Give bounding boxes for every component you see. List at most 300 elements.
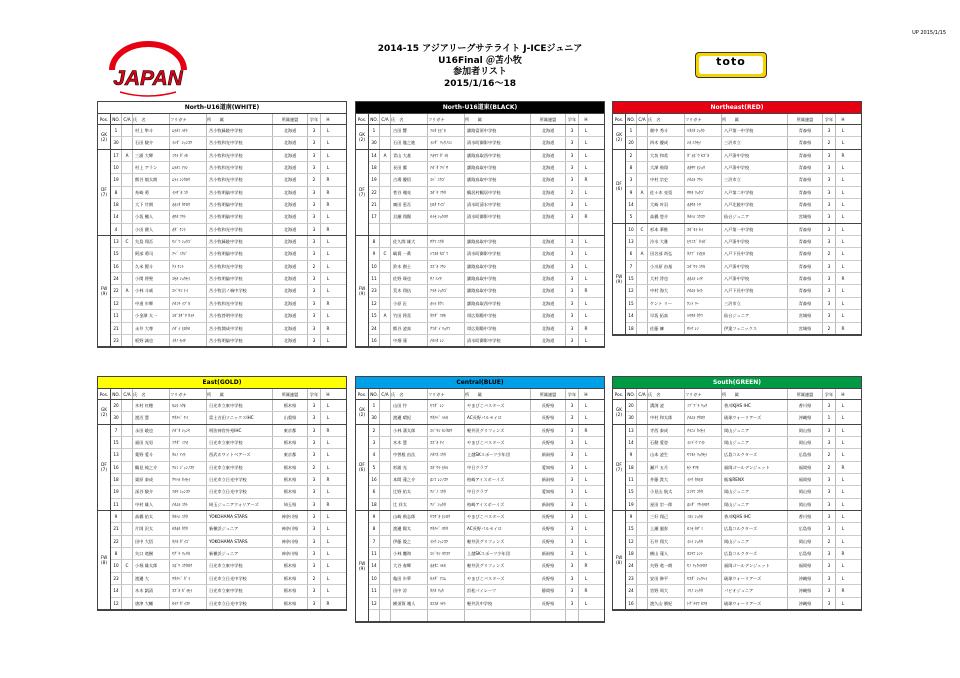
- cell-grade: 3: [308, 400, 321, 411]
- header-furigana: フリガナ: [428, 389, 465, 399]
- cell-grade: 3: [308, 310, 321, 321]
- cell-team: 岡山ジュニア: [722, 437, 788, 448]
- player-row: [369, 150, 604, 162]
- player-row: [111, 474, 346, 486]
- player-row: [111, 310, 346, 322]
- cell-pref: [531, 224, 566, 235]
- cell-furigana: ｸﾒ ｹﾝﾄ: [170, 261, 207, 272]
- cell-no: 15: [111, 437, 122, 448]
- cell-hand: R: [584, 427, 588, 433]
- cell-team: YOKOHAMA STARS: [207, 511, 273, 522]
- cell-name: 小堀 雄太郎: [133, 560, 170, 571]
- cell-furigana: ｻﾉ ｴｲﾔ: [428, 273, 465, 284]
- cell-ca: [637, 125, 648, 136]
- player-row: [111, 486, 346, 498]
- cell-name: 鈴木 創士: [391, 261, 428, 272]
- cell-hand: L: [326, 415, 330, 421]
- position-group: FW (9): [613, 224, 625, 335]
- cell-name: 石動 愛登: [648, 437, 685, 448]
- cell-pref: 東京都: [273, 449, 308, 460]
- cell-furigana: ﾐﾖｼ ｼｮｳｷ: [685, 511, 722, 522]
- cell-no: 22: [111, 285, 122, 296]
- title-line-4: 2015/1/16～18: [444, 78, 516, 89]
- cell-ca: [122, 137, 133, 148]
- cell-team: 八戸北陵中学校: [722, 199, 788, 210]
- cell-grade: 3: [308, 162, 321, 173]
- player-row: [626, 585, 861, 597]
- cell-hand: L: [841, 313, 845, 319]
- header-name: 氏 名: [648, 389, 685, 399]
- cell-furigana: ｲﾀﾉ ｾｲﾔ: [170, 335, 207, 346]
- cell-team: 苫小牧沼ノ端中学校: [207, 285, 273, 296]
- cell-grade: 3: [308, 486, 321, 497]
- cell-grade: 3: [823, 486, 836, 497]
- position-group: DF (6): [356, 425, 368, 511]
- header-grade: 学年: [308, 114, 321, 124]
- cell-pref: 栃木県: [273, 437, 308, 448]
- cell-no: 30: [626, 412, 637, 423]
- cell-ca: [122, 598, 133, 609]
- header-furigana: フリガナ: [428, 114, 465, 124]
- cell-pref: 北海道: [531, 174, 566, 185]
- cell-ca: [380, 523, 391, 534]
- cell-ca: [637, 236, 648, 247]
- cell-no: 2: [626, 150, 637, 161]
- player-row: [626, 412, 861, 424]
- player-row: [626, 310, 861, 322]
- cell-furigana: ﾔｸﾞﾁ ﾘｭｳｷ: [170, 548, 207, 559]
- cell-furigana: ﾅｶﾐﾁ ｲﾌﾞｷ: [170, 298, 207, 309]
- cell-furigana: ﾌｸﾀﾞ ﾐﾂｵ: [170, 437, 207, 448]
- cell-name: 嶋貫 一眞: [391, 248, 428, 259]
- cell-furigana: ﾜﾀﾅﾍﾞ ｹｲ: [170, 412, 207, 423]
- header-furigana: フリガナ: [685, 114, 722, 124]
- cell-furigana: ﾀﾅｶ ﾀﾞｲｺﾞ: [170, 536, 207, 547]
- position-group: GK (2): [356, 125, 368, 150]
- cell-no: [369, 610, 380, 621]
- cell-hand: R: [584, 288, 588, 294]
- cell-no: 14: [111, 211, 122, 222]
- position-group: DF (7): [613, 425, 625, 511]
- cell-team: 琉球ウォーリアーズ: [722, 573, 788, 584]
- cell-name: 上瀬 風弥: [648, 523, 685, 534]
- player-row: [369, 573, 604, 585]
- header-ca: C/A: [380, 114, 391, 124]
- cell-name: 佐々木 亮悟: [648, 187, 685, 198]
- cell-no: 30: [369, 412, 380, 423]
- cell-no: 9: [369, 248, 380, 259]
- cell-ca: [122, 437, 133, 448]
- cell-grade: 3: [566, 199, 579, 210]
- cell-furigana: ﾔﾏﾓﾄ ﾘｮｳｾｲ: [685, 449, 722, 460]
- cell-no: 22: [369, 187, 380, 198]
- cell-hand: L: [584, 514, 588, 520]
- player-row: [369, 125, 604, 137]
- header-team: 所 属: [465, 389, 531, 399]
- cell-pref: 北海道: [273, 137, 308, 148]
- cell-furigana: ﾑﾗｶﾐ ﾊﾔﾄ: [170, 125, 207, 136]
- cell-team: 日光市立東中学校: [207, 462, 273, 473]
- title-line-2: U16Final ＠苫小牧: [438, 55, 522, 66]
- cell-grade: 3: [566, 486, 579, 497]
- cell-pref: 長野県: [531, 523, 566, 534]
- cell-no: 9: [369, 511, 380, 522]
- cell-ca: [122, 486, 133, 497]
- cell-no: 13: [626, 236, 637, 247]
- header-name: 氏 名: [391, 114, 428, 124]
- cell-name: 中村 和太郎: [648, 412, 685, 423]
- cell-hand: L: [584, 551, 588, 557]
- player-row: [369, 162, 604, 174]
- cell-hand: R: [326, 477, 330, 483]
- cell-hand: L: [841, 177, 845, 183]
- cell-name: 溝渕 凌: [648, 400, 685, 411]
- cell-pref: 北海道: [531, 298, 566, 309]
- player-row: [369, 261, 604, 273]
- cell-hand: L: [841, 514, 845, 520]
- cell-ca: [122, 273, 133, 284]
- cell-hand: L: [326, 152, 330, 158]
- cell-pref: 北海道: [531, 323, 566, 334]
- cell-hand: L: [326, 251, 330, 257]
- cell-ca: [122, 462, 133, 473]
- player-row: [626, 150, 861, 162]
- cell-no: 18: [626, 462, 637, 473]
- player-row: [369, 548, 604, 560]
- cell-no: 18: [626, 323, 637, 334]
- cell-furigana: ﾔﾏﾀﾞ ﾚﾝ: [428, 400, 465, 411]
- panel-title: South(GREEN): [613, 377, 861, 389]
- cell-no: 13: [111, 449, 122, 460]
- cell-team: 苫小牧和光中学校: [207, 150, 273, 161]
- cell-name: [391, 610, 428, 621]
- cell-pref: 青森県: [788, 273, 823, 284]
- cell-ca: [637, 499, 648, 510]
- cell-pref: 北海道: [531, 187, 566, 198]
- cell-name: 大谷 春輝: [391, 560, 428, 571]
- cell-grade: 3: [566, 323, 579, 334]
- cell-grade: 2: [823, 449, 836, 460]
- cell-hand: L: [326, 514, 330, 520]
- cell-team: 釧路鳥取中学校: [465, 261, 531, 272]
- cell-no: 9: [626, 449, 637, 460]
- cell-furigana: ﾜﾀﾅﾍﾞ ﾀﾞｲ: [170, 573, 207, 584]
- cell-no: 10: [111, 560, 122, 571]
- toto-logo-text: toto: [716, 55, 746, 68]
- cell-ca: [380, 298, 391, 309]
- cell-name: 亀田 歩夢: [391, 573, 428, 584]
- cell-furigana: ﾂｼﾞ ｼｮｳﾀ: [428, 499, 465, 510]
- player-row: [111, 298, 346, 310]
- player-row: [626, 236, 861, 248]
- cell-furigana: ｲﾄｳ ﾀｶﾋﾛ: [685, 474, 722, 485]
- cell-pref: 青森県: [788, 236, 823, 247]
- cell-furigana: ｲｼｲ ｼｮｳﾀ: [685, 536, 722, 547]
- player-row: [626, 400, 861, 412]
- cell-name: 井藤 貴大: [648, 474, 685, 485]
- cell-name: 辻 祥太: [391, 499, 428, 510]
- cell-grade: 3: [823, 400, 836, 411]
- cell-team: 軽井沢中学校: [465, 598, 531, 609]
- cell-team: 伊達フェニックス: [722, 323, 788, 334]
- player-row: [111, 125, 346, 137]
- cell-team: 浜松パイレーツ: [465, 585, 531, 596]
- cell-name: 中村 海大: [648, 285, 685, 296]
- cell-no: 18: [626, 548, 637, 559]
- cell-pref: 沖縄県: [788, 412, 823, 423]
- title-line-3: 参加者リスト: [453, 67, 507, 77]
- cell-grade: 3: [566, 523, 579, 534]
- cell-name: 早坂 拓真: [648, 310, 685, 321]
- cell-name: 小金澤 太一: [133, 310, 170, 321]
- player-row: [369, 462, 604, 474]
- cell-team: 釧路鳥取中学校: [465, 174, 531, 185]
- player-row: [369, 224, 604, 236]
- cell-furigana: ｺﾊﾞﾔｼ ｶﾝﾀﾛｳ: [428, 425, 465, 436]
- cell-grade: 3: [308, 536, 321, 547]
- cell-grade: 3: [308, 523, 321, 534]
- cell-team: 岡山ジュニア: [722, 499, 788, 510]
- cell-name: 高橋 佑太: [133, 511, 170, 522]
- cell-grade: 3: [823, 310, 836, 321]
- cell-name: 福田 光男: [133, 437, 170, 448]
- cell-hand: L: [584, 239, 588, 245]
- cell-ca: [637, 536, 648, 547]
- cell-grade: 3: [308, 511, 321, 522]
- cell-grade: 3: [308, 248, 321, 259]
- cell-ca: [637, 137, 648, 148]
- cell-name: 小関 将聖: [133, 273, 170, 284]
- cell-name: 木木 慧: [391, 437, 428, 448]
- cell-name: 中道 歩輝: [133, 298, 170, 309]
- cell-hand: L: [584, 276, 588, 282]
- cell-grade: 3: [566, 162, 579, 173]
- player-row: [111, 285, 346, 297]
- cell-hand: L: [584, 440, 588, 446]
- cell-no: 1: [111, 125, 122, 136]
- cell-hand: R: [326, 226, 330, 232]
- cell-no: 1: [369, 400, 380, 411]
- cell-ca: C: [122, 236, 133, 247]
- position-group: GK (2): [356, 400, 368, 425]
- cell-grade: 2: [566, 187, 579, 198]
- player-row: [369, 285, 604, 297]
- cell-name: ケント リー: [648, 298, 685, 309]
- cell-pref: 栃木県: [273, 598, 308, 609]
- cell-pref: 沖縄県: [788, 573, 823, 584]
- cell-name: 菅谷 颯亮: [391, 187, 428, 198]
- cell-pref: 愛知県: [531, 486, 566, 497]
- cell-team: [465, 610, 531, 621]
- panel-title: Central(BLUE): [356, 377, 604, 389]
- cell-ca: [380, 174, 391, 185]
- cell-furigana: ﾊﾀﾅｶ ｼｭｳﾄ: [685, 125, 722, 136]
- cell-pref: 広島県: [788, 523, 823, 534]
- cell-pref: 神奈川県: [273, 536, 308, 547]
- cell-grade: 3: [566, 310, 579, 321]
- cell-pref: 北海道: [531, 335, 566, 346]
- cell-furigana: ﾌﾙﾀ ﾋﾋﾞｷ: [428, 125, 465, 136]
- header-furigana: フリガナ: [170, 114, 207, 124]
- title-line-1: 2014-15 アジアリーグサテライト J-ICEジュニア: [377, 44, 583, 54]
- cell-pref: 北海道: [273, 125, 308, 136]
- header-pos: Pos.: [356, 114, 369, 124]
- cell-name: 竹田 将喜: [391, 310, 428, 321]
- cell-grade: 3: [823, 273, 836, 284]
- cell-furigana: ﾔｼﾞﾏ ｼｮｳｺﾞ: [170, 236, 207, 247]
- cell-pref: 北海道: [273, 224, 308, 235]
- column-header: [613, 114, 861, 125]
- cell-hand: L: [584, 575, 588, 581]
- position-group: FW (8): [98, 511, 110, 610]
- cell-name: 大村 澪也: [648, 273, 685, 284]
- cell-team: 苫小牧啓明中学校: [207, 310, 273, 321]
- cell-grade: 3: [308, 137, 321, 148]
- cell-grade: 3: [566, 335, 579, 346]
- cell-ca: [380, 474, 391, 485]
- player-row: [626, 137, 861, 149]
- cell-furigana: ｱﾗｷ ｼｮｳｺﾞ: [428, 285, 465, 296]
- cell-pref: 北海道: [531, 162, 566, 173]
- cell-pref: 長野県: [531, 573, 566, 584]
- cell-no: 14: [111, 585, 122, 596]
- roster-panel: [355, 101, 605, 348]
- player-row: [369, 174, 604, 186]
- cell-team: 八戸第一中学校: [722, 224, 788, 235]
- cell-team: 飯塚RENX: [722, 474, 788, 485]
- cell-pref: 北海道: [273, 323, 308, 334]
- cell-pref: 青森県: [788, 199, 823, 210]
- cell-no: [369, 224, 380, 235]
- player-row: [369, 137, 604, 149]
- cell-grade: 3: [823, 598, 836, 609]
- cell-furigana: ｲﾄｻﾞｷ ﾕｳ: [170, 187, 207, 198]
- cell-furigana: ｺﾊﾞﾔｼ ﾖｳｽｹ: [428, 548, 465, 559]
- position-group: FW (9): [98, 236, 110, 347]
- cell-team: 柏崎アイスボーイズ: [465, 474, 531, 485]
- cell-no: 2: [369, 425, 380, 436]
- cell-hand: L: [841, 165, 845, 171]
- cell-no: 30: [111, 412, 122, 423]
- player-row: [369, 298, 604, 310]
- cell-name: 佐野 瑛也: [391, 273, 428, 284]
- player-row: [111, 174, 346, 186]
- cell-grade: 3: [308, 199, 321, 210]
- header-furigana: フリガナ: [685, 389, 722, 399]
- cell-hand: L: [584, 152, 588, 158]
- cell-no: 7: [111, 425, 122, 436]
- position-group: GK (2): [98, 400, 110, 425]
- cell-name: 伊藤 俊之: [391, 536, 428, 547]
- cell-hand: L: [326, 276, 330, 282]
- player-row: [369, 511, 604, 523]
- cell-no: 6: [369, 486, 380, 497]
- cell-ca: [637, 560, 648, 571]
- roster-panel: [97, 376, 347, 611]
- cell-grade: 3: [308, 273, 321, 284]
- cell-ca: [380, 548, 391, 559]
- cell-name: 板野 誠也: [133, 335, 170, 346]
- cell-team: AC長野パルセイロ: [465, 412, 531, 423]
- cell-name: 田中 涼: [391, 585, 428, 596]
- cell-name: 横須賀 颯人: [391, 598, 428, 609]
- cell-furigana: ｺｶﾞﾜﾗ ﾕｳｷ: [685, 261, 722, 272]
- cell-no: 21: [369, 199, 380, 210]
- cell-name: 薬野 愛斗: [133, 449, 170, 460]
- cell-no: 15: [626, 273, 637, 284]
- cell-team: 苫小牧緑陵中学校: [207, 236, 273, 247]
- cell-ca: [637, 585, 648, 596]
- cell-ca: [122, 548, 133, 559]
- cell-ca: [122, 125, 133, 136]
- cell-furigana: ｱｵﾔﾏ ﾀﾞｲｷ: [428, 150, 465, 161]
- header-no: NO.: [369, 114, 380, 124]
- player-row: [111, 150, 346, 162]
- cell-furigana: ﾎｼﾀﾞ ｿｳｲﾁﾛｳ: [685, 499, 722, 510]
- cell-no: 30: [111, 137, 122, 148]
- cell-furigana: ﾅｶﾑﾗ ｶｲﾄ: [685, 285, 722, 296]
- cell-pref: 栃木県: [273, 400, 308, 411]
- cell-name: 木木 凱清: [133, 585, 170, 596]
- cell-hand: L: [326, 263, 330, 269]
- player-row: [369, 335, 604, 347]
- cell-ca: A: [637, 187, 648, 198]
- cell-team: 帯広翔陽中学校: [465, 323, 531, 334]
- cell-grade: [566, 224, 579, 235]
- cell-team: 日光市立東中学校: [207, 400, 273, 411]
- cell-pref: 北海道: [273, 162, 308, 173]
- cell-furigana: ｵｵﾑﾗ ﾚｲﾔ: [685, 273, 722, 284]
- header-name: 氏 名: [133, 389, 170, 399]
- cell-grade: 3: [566, 585, 579, 596]
- cell-name: 熊谷 凌真: [391, 323, 428, 334]
- cell-no: 15: [111, 248, 122, 259]
- cell-grade: 3: [566, 536, 579, 547]
- cell-team: 広島コルクターズ: [722, 548, 788, 559]
- cell-team: 苫小牧和光中学校: [207, 174, 273, 185]
- cell-name: 山本 凌生: [648, 449, 685, 460]
- cell-team: 八戸湊中学校: [722, 273, 788, 284]
- header-hand: H: [584, 392, 588, 397]
- cell-team: 八戸湊中学校: [722, 261, 788, 272]
- player-row: [111, 548, 346, 560]
- cell-furigana: ｺｾｷ ｼｮｳｾｲ: [170, 273, 207, 284]
- cell-team: 帯広翔陽中学校: [465, 310, 531, 321]
- cell-no: 22: [111, 536, 122, 547]
- header-pos: Pos.: [356, 389, 369, 399]
- cell-pref: 北海道: [531, 137, 566, 148]
- cell-team: 釧路鳥取中学校: [465, 285, 531, 296]
- panel-title: North-U16道東(BLACK): [356, 102, 604, 114]
- cell-name: 村上 隼斗: [133, 125, 170, 136]
- cell-pref: 北海道: [273, 273, 308, 284]
- cell-pref: 北海道: [531, 236, 566, 247]
- cell-name: 荒木 翔伍: [391, 285, 428, 296]
- cell-ca: [380, 273, 391, 284]
- player-row: [626, 548, 861, 560]
- cell-team: 広島コルクターズ: [722, 449, 788, 460]
- cell-pref: 神奈川県: [273, 548, 308, 559]
- cell-team: 八戸下長中学校: [722, 285, 788, 296]
- cell-ca: [637, 474, 648, 485]
- cell-furigana: ﾔﾉ ﾘｭｳｲﾁﾛｳ: [685, 560, 722, 571]
- cell-ca: [380, 236, 391, 247]
- player-row: [626, 174, 861, 186]
- cell-no: 12: [111, 298, 122, 309]
- cell-no: 10: [369, 261, 380, 272]
- cell-grade: 3: [308, 560, 321, 571]
- cell-name: 小林 斗威: [133, 285, 170, 296]
